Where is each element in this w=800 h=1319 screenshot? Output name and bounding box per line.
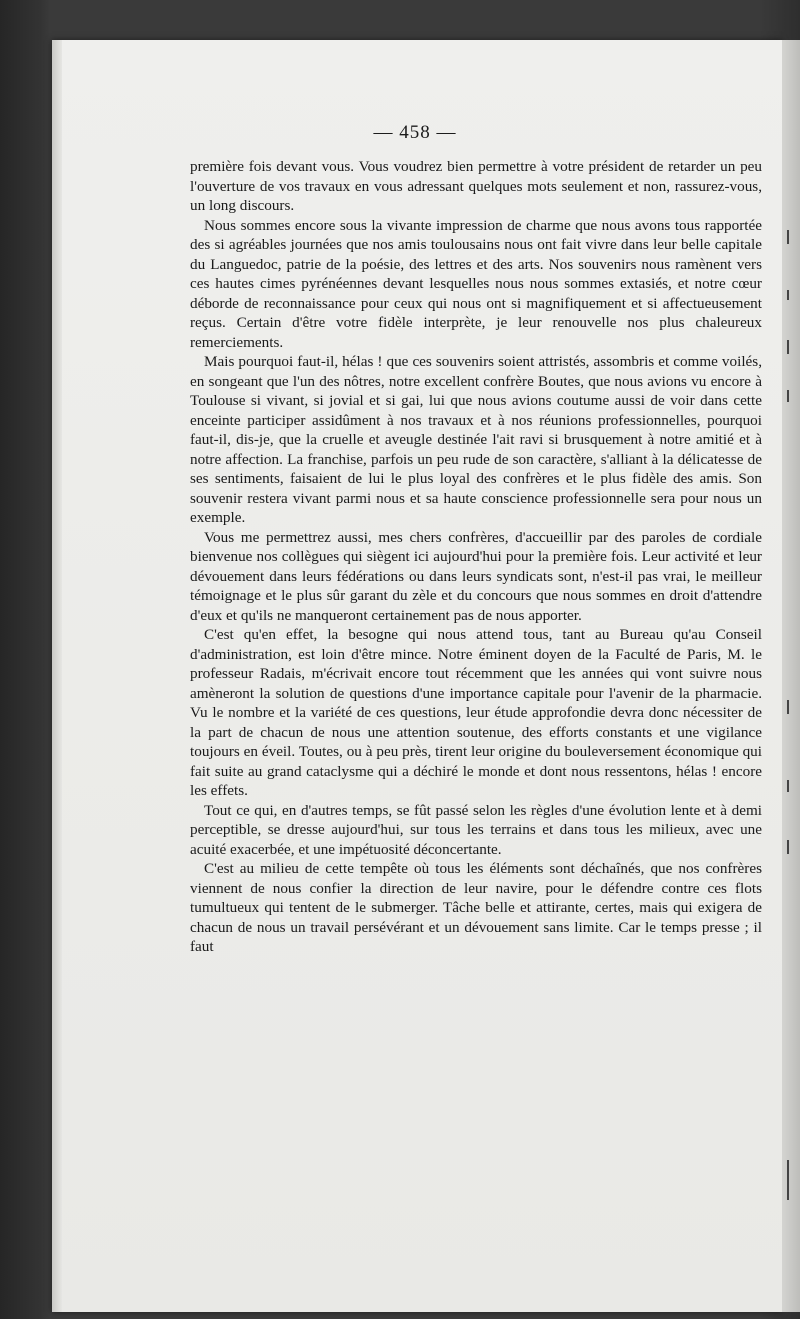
edge-mark (787, 230, 789, 244)
body-text (190, 157, 762, 957)
edge-mark (787, 700, 789, 714)
edge-mark (787, 390, 789, 402)
adjacent-page-edge (782, 40, 800, 1312)
page-number: — 458 — (373, 122, 457, 143)
paragraph: C'est qu'en effet, la besogne qui nous attend tous, tant au Bureau qu'au Conseil d'administration, est loin d'être mince. Notre éminent doyen de la Faculté de Paris, M. le professeur Radais, m'écrivait encore tout récemment que les années qui vont suivre nous amèneront la solution de questions d'une importance capitale pour l'avenir de la pharmacie. Vu le nombre et la variété de ces questions, leur étude approfondie devra donc nécessiter de la part de chacun de nous une attention soutenue, des efforts constants et une vigilance toujours en éveil. Toutes, ou à peu près, tirent leur origine du bouleversement économique qui fait suite au grand cataclysme qui a déchiré le monde et dont nous ressentons, hélas ! encore les effets. (190, 626, 762, 799)
paragraph: Tout ce qui, en d'autres temps, se fût passé selon les règles d'une évolution lente et à demi perceptible, se dresse aujourd'hui, sur tous les terrains et dans tous les milieux, avec une acuité exacerbée, et une impétuosité déconcertante. (190, 801, 762, 858)
paragraph: Nous sommes encore sous la vivante impression de charme que nous avons tous rapportée des si agréables journées que nos amis toulousains nous ont fait vivre dans leur belle capitale du Languedoc, patrie de la poésie, des lettres et des arts. Nos souvenirs nous ramènent vers ces hautes cimes pyrénéennes devant lesquelles nous nous sommes extasiés, et notre cœur déborde de reconnaissance pour ceux qui nous ont si magnifiquement et si affectueusement reçus. Certain d'être votre fidèle interprète, je leur renouvelle nos plus chaleureux remerciements. (190, 216, 762, 351)
edge-mark (787, 780, 789, 792)
edge-mark (787, 1160, 789, 1200)
paragraph-continues: C'est au milieu de cette tempête où tous les éléments sont déchaînés, que nos confrères viennent de nous confier la direction de leur navire, pour le défendre contre ces flots tumultueux qui tentent de le submerger. Tâche belle et attirante, certes, mais qui exigera de chacun de nous un travail persévérant et un dévouement sans limite. Car le temps presse ; il faut (190, 860, 762, 955)
paragraph-continued: première fois devant vous. Vous voudrez bien permettre à votre président de retarder un peu l'ouverture de vos travaux en vous adressant quelques mots seulement et non, rassurez-vous, un long discours. (190, 158, 762, 214)
edge-mark (787, 290, 789, 300)
edge-mark (787, 840, 789, 854)
paragraph: Mais pourquoi faut-il, hélas ! que ces souvenirs soient attristés, assombris et comme voilés, en songeant que l'un des nôtres, notre excellent confrère Boutes, que nous avions vu encore à Toulouse si vivant, si jovial et si gai, lui que nous avions coutume aussi de voir dans cette enceinte participer assidûment à nos travaux et à nos réunions professionnelles, pourquoi faut-il, dis-je, que la cruelle et aveugle destinée l'ait ravi si brusquement à notre amitié et à notre affection. La franchise, parfois un peu rude de son caractère, s'alliant à la délicatesse de ses sentiments, faisaient de lui le plus loyal des confrères et le plus fidèle des amis. Son souvenir restera vivant parmi nous et sa haute conscience professionnelle sera pour nous un exemple. (190, 353, 762, 526)
page-binding-edge (52, 40, 62, 1312)
edge-mark (787, 340, 789, 354)
paragraph: Vous me permettrez aussi, mes chers confrères, d'accueillir par des paroles de cordiale bienvenue nos collègues qui siègent ici aujourd'hui pour la première fois. Leur activité et leur dévouement dans leurs fédérations ou dans leurs syndicats sont, n'est-il pas vrai, le meilleur témoignage et le plus sûr garant du zèle et du concours que nous sommes en droit d'attendre d'eux et qu'ils ne manqueront certainement pas de nous apporter. (190, 528, 762, 624)
